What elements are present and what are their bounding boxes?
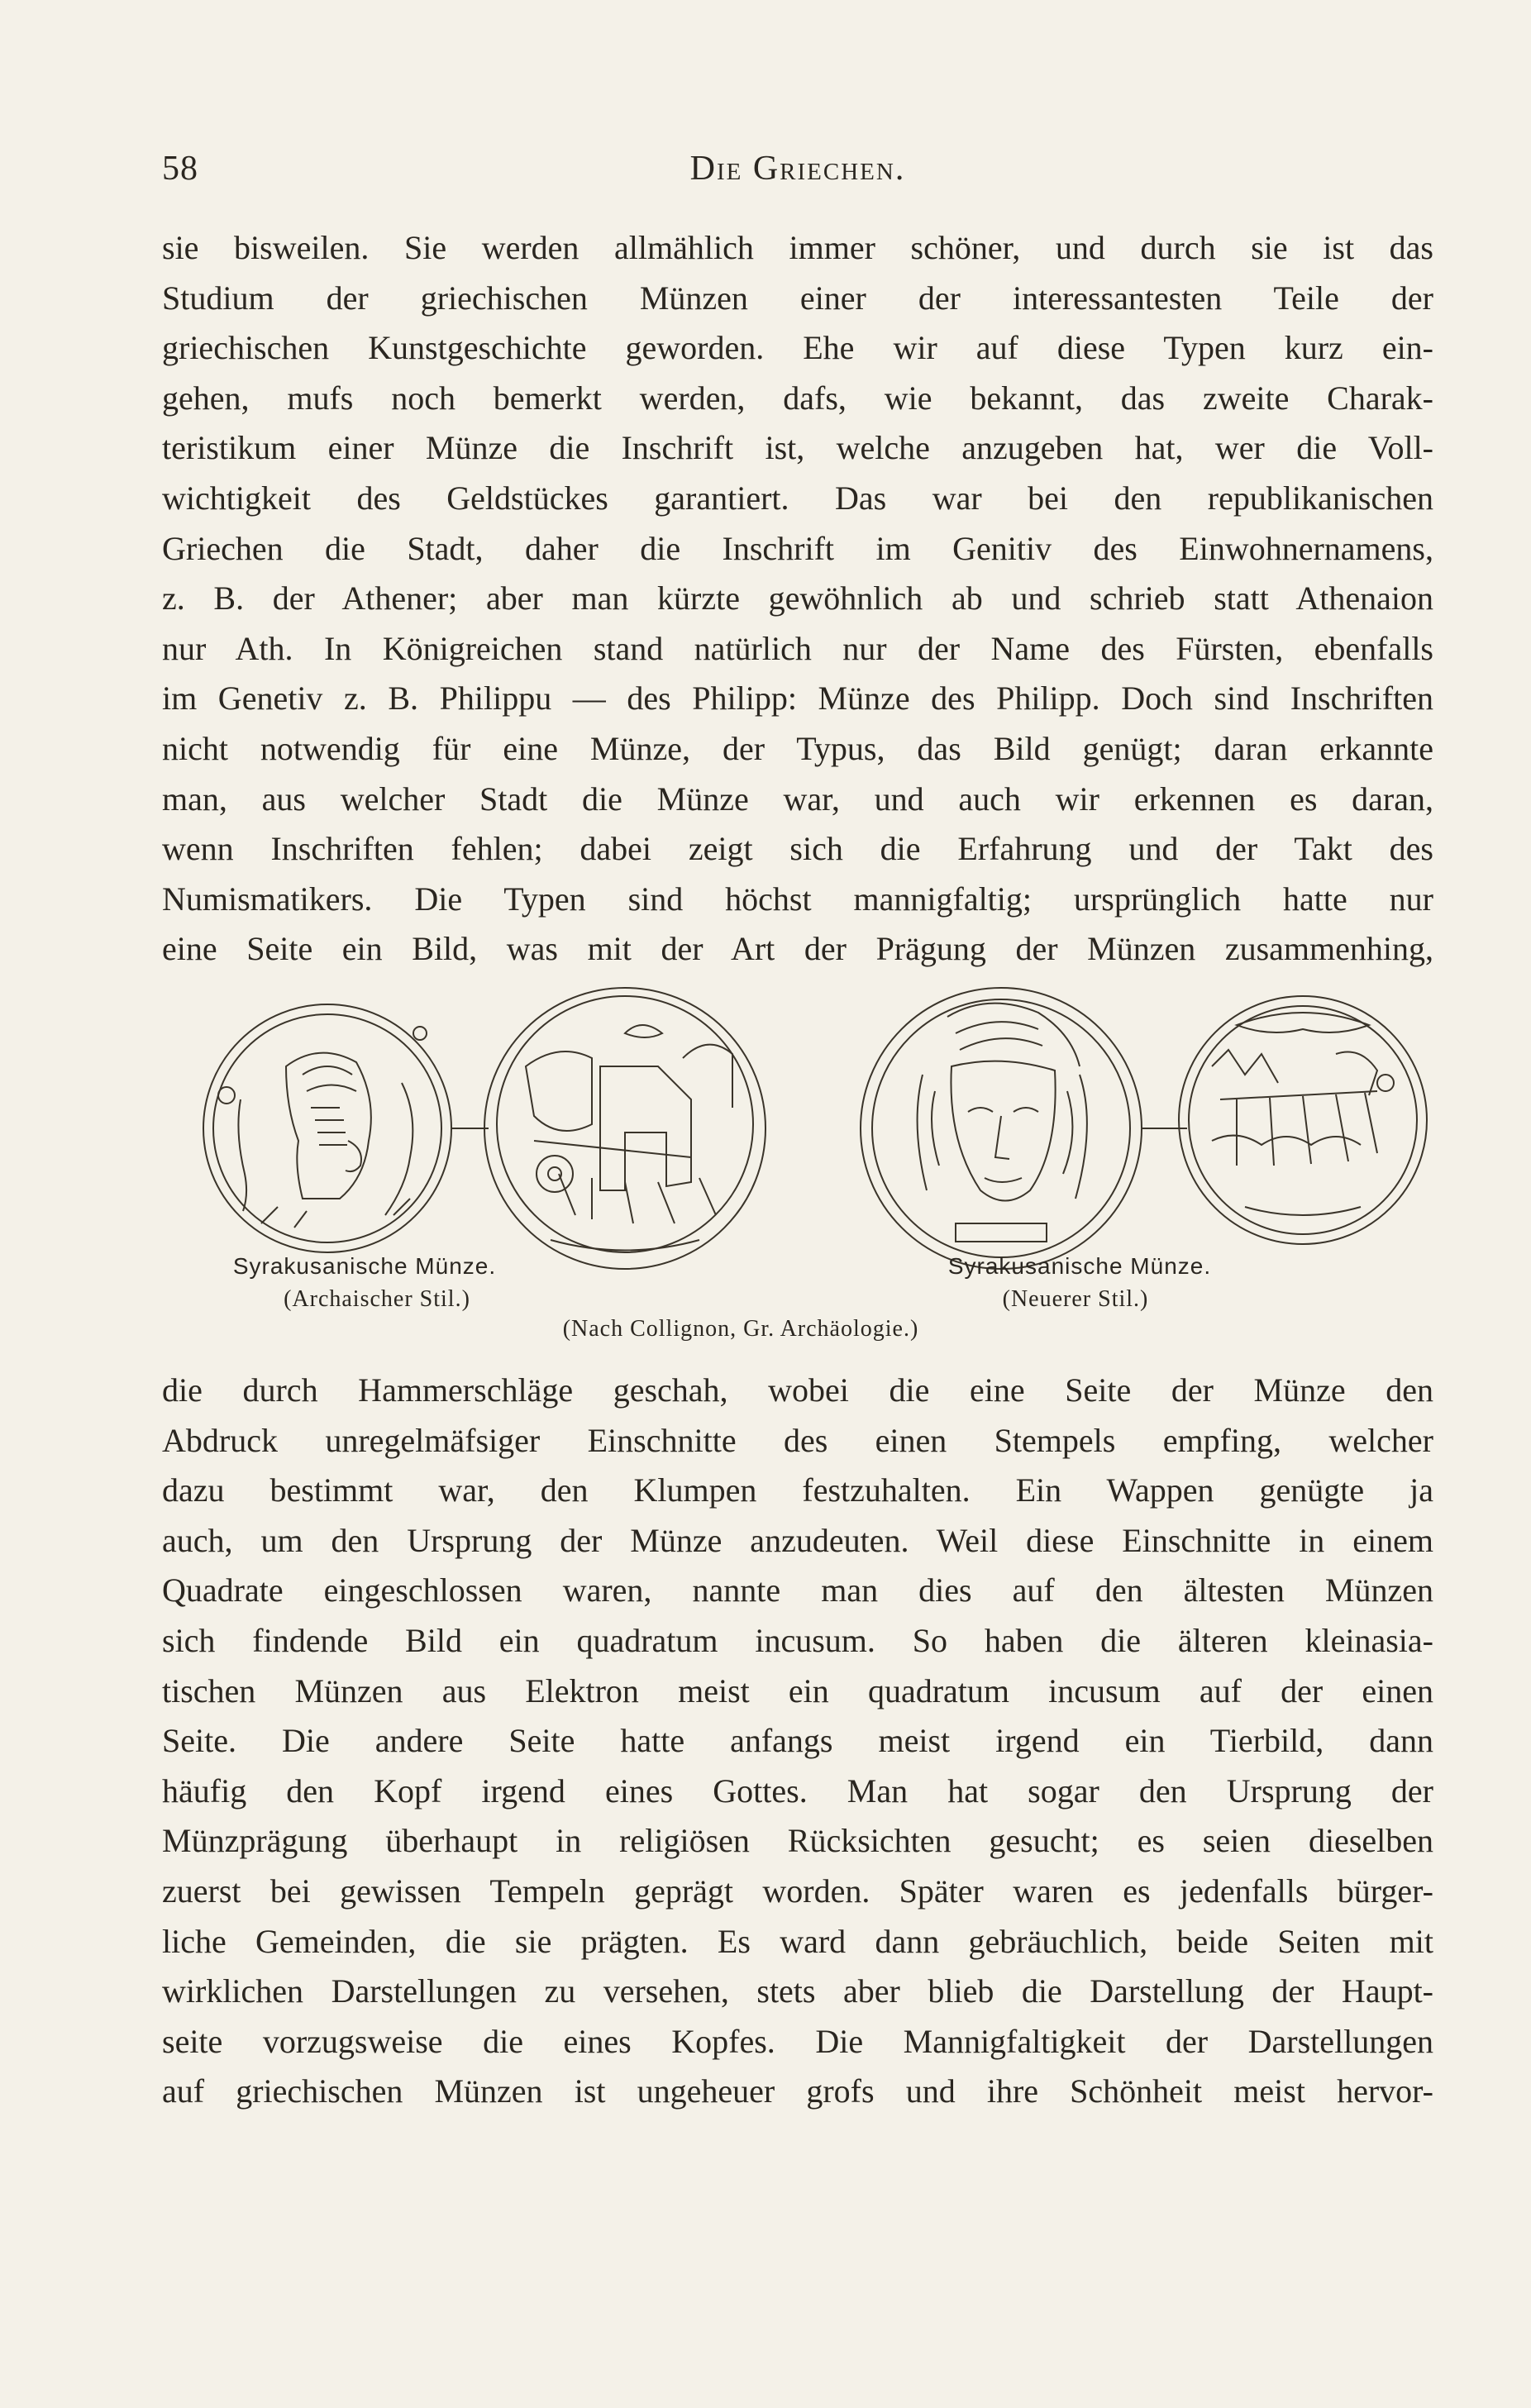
- text-line: man, aus welcher Stadt die Münze war, und auch wir erkennen es daran,: [162, 780, 1433, 818]
- text-line: tischen Münzen aus Elektron meist ein quadratum incusum auf der einen: [162, 1671, 1433, 1709]
- text-line: z. B. der Athener; aber man kürzte gewöhnlich ab und schrieb statt Athenaion: [162, 579, 1433, 617]
- figure-source: (Nach Collignon, Gr. Archäologie.): [562, 1316, 919, 1342]
- archaic-coin-obverse: [203, 1004, 451, 1252]
- text-line: eine Seite ein Bild, was mit der Art der Prägung der Münzen zusammenhing,: [162, 930, 1433, 968]
- text-line: die durch Hammerschläge geschah, wobei die eine Seite der Münze den: [162, 1371, 1433, 1409]
- text-line: nur Ath. In Königreichen stand natürlich nur der Name des Fürsten, ebenfalls: [162, 629, 1433, 667]
- text-line: auch, um den Ursprung der Münze anzudeuten. Weil diese Einschnitte in einem: [162, 1521, 1433, 1559]
- text-line: wenn Inschriften fehlen; dabei zeigt sich die Erfahrung und der Takt des: [162, 830, 1433, 868]
- coin-figure: [162, 975, 1433, 1347]
- text-line: seite vorzugsweise die eines Kopfes. Die Mannigfaltigkeit der Darstellungen: [162, 2022, 1433, 2060]
- text-line: Numismatikers. Die Typen sind höchst mannigfaltig; ursprünglich hatte nur: [162, 880, 1433, 918]
- page-number: 58: [162, 150, 198, 188]
- text-line: Abdruck unregelmäfsiger Einschnitte des einen Stempels empfing, welcher: [162, 1421, 1433, 1459]
- text-line: im Genetiv z. B. Philippu — des Philipp: Münze des Philipp. Doch sind Inschriften: [162, 679, 1433, 718]
- text-line: griechischen Kunstgeschichte geworden. Ehe wir auf diese Typen kurz ein-: [162, 329, 1433, 367]
- text-line: sich findende Bild ein quadratum incusum. So haben die älteren kleinasia-: [162, 1621, 1433, 1659]
- text-line: Studium der griechischen Münzen einer der interessantesten Teile der: [162, 279, 1433, 317]
- newer-coin-obverse: [861, 988, 1142, 1269]
- text-line: sie bisweilen. Sie werden allmählich immer schöner, und durch sie ist das: [162, 229, 1433, 266]
- text-line: liche Gemeinden, die sie prägten. Es ward dann gebräuchlich, beide Seiten mit: [162, 1922, 1433, 1960]
- text-line: Griechen die Stadt, daher die Inschrift im Genitiv des Einwohnernamens,: [162, 529, 1433, 567]
- archaic-coin-reverse: [484, 988, 766, 1269]
- text-line: Quadrate eingeschlossen waren, nannte man dies auf den ältesten Münzen: [162, 1571, 1433, 1609]
- newer-coin-reverse: [1179, 996, 1427, 1244]
- paragraph-2: [162, 1366, 1433, 2117]
- running-title: Die Griechen.: [689, 150, 906, 188]
- left-caption-style: (Archaischer Stil.): [284, 1286, 470, 1312]
- right-caption-title: Syrakusanische Münze.: [947, 1253, 1212, 1279]
- text-line: teristikum einer Münze die Inschrift ist, welche anzugeben hat, wer die Voll-: [162, 429, 1433, 467]
- left-caption-title: Syrakusanische Münze.: [232, 1253, 497, 1279]
- text-line: Münzprägung überhaupt in religiösen Rücksichten gesucht; es seien dieselben: [162, 1822, 1433, 1860]
- text-line: gehen, mufs noch bemerkt werden, dafs, wie bekannt, das zweite Charak-: [162, 379, 1433, 417]
- paragraph-1: [162, 223, 1433, 975]
- page-header: [162, 149, 1433, 198]
- text-line: dazu bestimmt war, den Klumpen festzuhalten. Ein Wappen genügte ja: [162, 1471, 1433, 1509]
- text-line: wichtigkeit des Geldstückes garantiert. Das war bei den republikanischen: [162, 479, 1433, 517]
- text-line: nicht notwendig für eine Münze, der Typus, das Bild genügt; daran erkannte: [162, 729, 1433, 767]
- text-line: häufig den Kopf irgend eines Gottes. Man hat sogar den Ursprung der: [162, 1771, 1433, 1810]
- text-line: wirklichen Darstellungen zu versehen, stets aber blieb die Darstellung der Haupt-: [162, 1972, 1433, 2010]
- text-line: zuerst bei gewissen Tempeln geprägt worden. Später waren es jedenfalls bürger-: [162, 1872, 1433, 1910]
- right-caption-style: (Neuerer Stil.): [1002, 1286, 1149, 1312]
- text-line: Seite. Die andere Seite hatte anfangs meist irgend ein Tierbild, dann: [162, 1722, 1433, 1760]
- text-line: auf griechischen Münzen ist ungeheuer grofs und ihre Schönheit meist hervor-: [162, 2072, 1433, 2110]
